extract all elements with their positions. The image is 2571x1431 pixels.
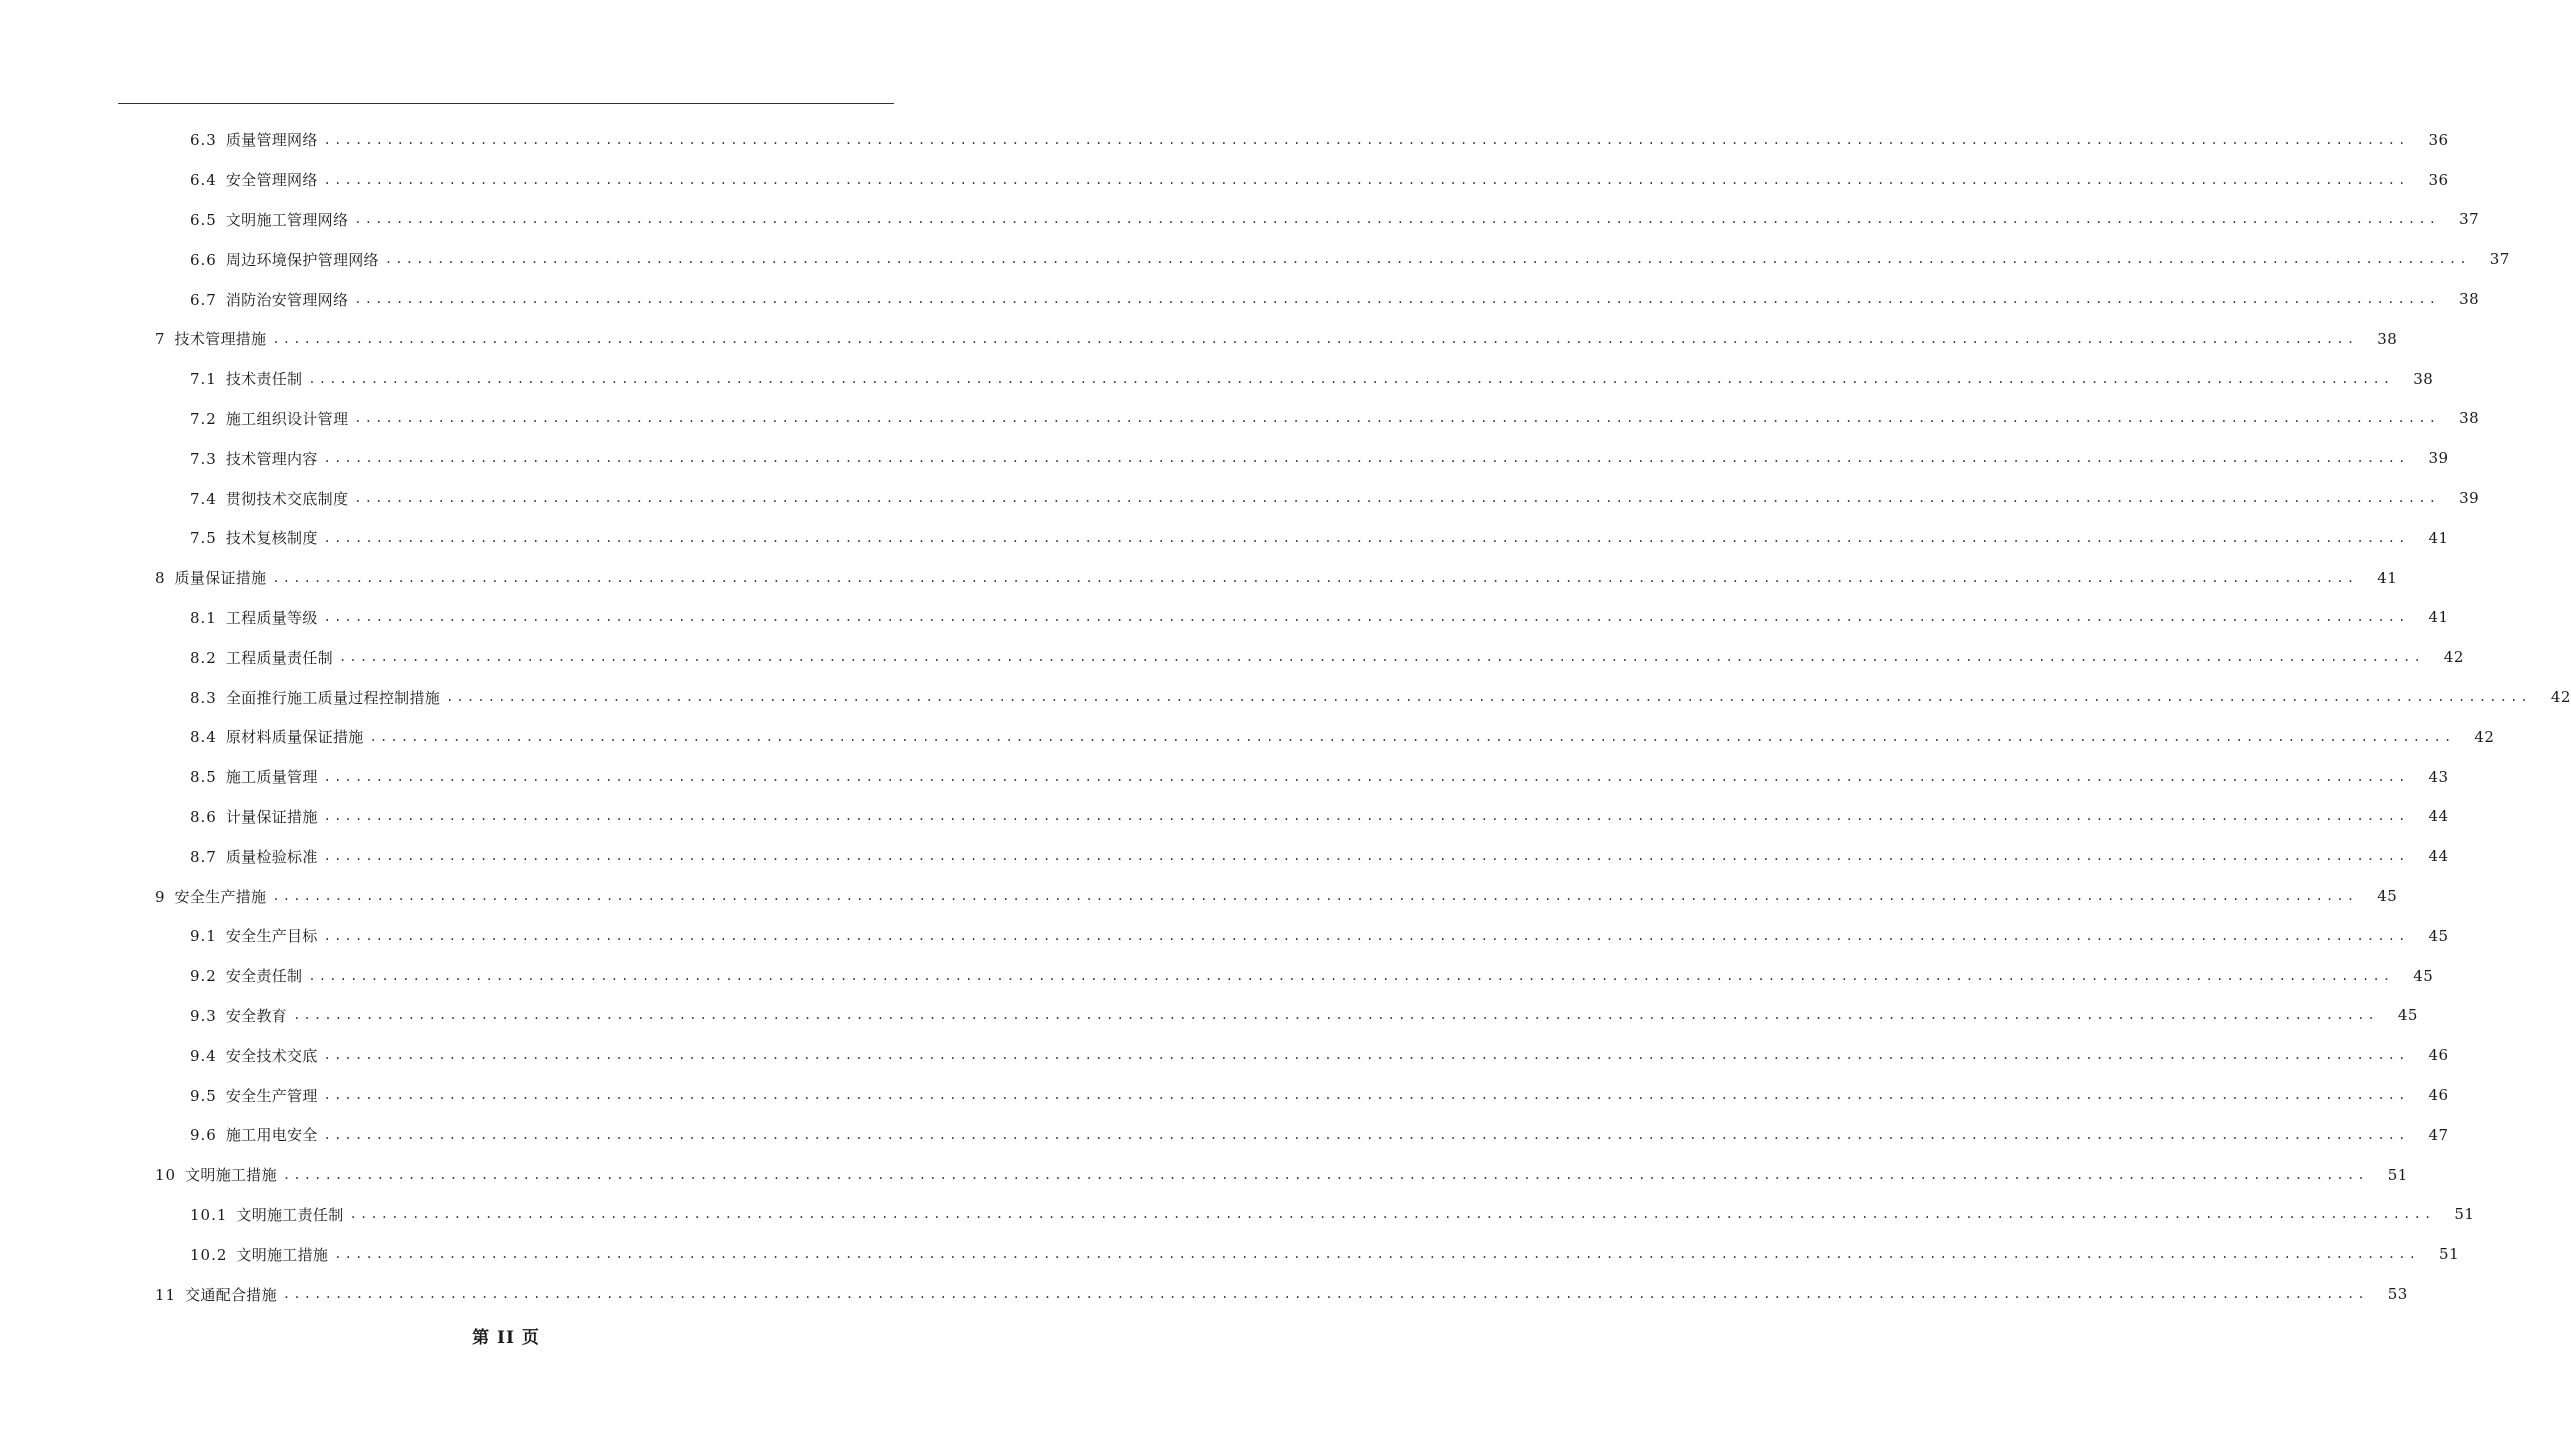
toc-dot-leader: ........................................................................................................................................................................................................ <box>354 212 2440 227</box>
toc-entry-title: 安全生产措施 <box>174 887 267 906</box>
toc-entry-number: 8 <box>155 569 166 588</box>
toc-dot-leader: ........................................................................................................................................................................................................ <box>334 1247 2420 1262</box>
toc-entry-number: 6.5 <box>190 210 217 229</box>
toc-entry-label <box>155 328 266 349</box>
toc-entry-title: 技术复核制度 <box>225 529 318 548</box>
toc-entry-title: 安全生产目标 <box>225 927 318 946</box>
toc-entry-page-number: 38 <box>2459 290 2480 309</box>
toc-entry-number: 6.3 <box>190 131 217 150</box>
toc-entry[interactable] <box>0 1155 2408 1195</box>
toc-entry[interactable] <box>0 478 2480 518</box>
toc-entry-label <box>190 1045 318 1066</box>
toc-entry[interactable] <box>0 359 2434 399</box>
toc-dot-leader: ........................................................................................................................................................................................................ <box>323 809 2409 824</box>
toc-dot-leader: ........................................................................................................................................................................................................ <box>323 451 2409 466</box>
toc-dot-leader: ........................................................................................................................................................................................................ <box>354 292 2440 307</box>
toc-entry-page-number: 39 <box>2428 449 2449 468</box>
toc-entry-title: 技术责任制 <box>225 370 303 389</box>
toc-entry-page-number: 42 <box>2443 648 2464 667</box>
toc-entry-title: 施工组织设计管理 <box>225 409 349 428</box>
toc-dot-leader: ........................................................................................................................................................................................................ <box>272 889 2358 904</box>
toc-entry-page-number: 38 <box>2377 329 2398 348</box>
toc-entry-label <box>190 925 318 946</box>
toc-entry-number: 7.2 <box>190 409 217 428</box>
toc-dot-leader: ........................................................................................................................................................................................................ <box>323 769 2409 784</box>
toc-entry-title: 质量保证措施 <box>174 569 267 588</box>
toc-entry[interactable] <box>0 438 2449 478</box>
toc-entry-page-number: 51 <box>2387 1165 2408 1184</box>
toc-entry[interactable] <box>0 757 2449 797</box>
toc-entry[interactable] <box>0 160 2449 200</box>
toc-entry-page-number: 36 <box>2428 130 2449 149</box>
toc-entry-number: 9.1 <box>190 927 217 946</box>
toc-entry-label <box>190 448 318 469</box>
toc-entry-number: 8.7 <box>190 847 217 866</box>
toc-entry-number: 8.3 <box>190 688 217 707</box>
toc-entry-page-number: 46 <box>2428 1046 2449 1065</box>
toc-entry-label <box>190 766 318 787</box>
toc-entry[interactable] <box>0 200 2480 240</box>
toc-entry-number: 7.5 <box>190 529 217 548</box>
toc-dot-leader: ........................................................................................................................................................................................................ <box>272 570 2358 585</box>
toc-entry-title: 全面推行施工质量过程控制措施 <box>225 688 441 707</box>
toc-entry-title: 工程质量等级 <box>225 608 318 627</box>
table-of-contents <box>0 120 2571 1314</box>
toc-entry-title: 技术管理内容 <box>225 449 318 468</box>
toc-entry-number: 7.3 <box>190 449 217 468</box>
toc-entry-label <box>190 527 318 548</box>
toc-entry-label <box>190 289 348 310</box>
toc-dot-leader: ........................................................................................................................................................................................................ <box>384 252 2470 267</box>
toc-entry-title: 文明施工管理网络 <box>225 210 349 229</box>
toc-dot-leader: ........................................................................................................................................................................................................ <box>323 849 2409 864</box>
toc-entry-label <box>190 408 348 429</box>
toc-entry-page-number: 46 <box>2428 1086 2449 1105</box>
toc-entry-label <box>190 647 333 668</box>
toc-entry[interactable] <box>0 1075 2449 1115</box>
toc-entry-number: 11 <box>155 1285 177 1304</box>
toc-dot-leader: ........................................................................................................................................................................................................ <box>293 1008 2378 1023</box>
toc-entry-number: 8.1 <box>190 608 217 627</box>
toc-entry-number: 10 <box>155 1166 177 1185</box>
toc-entry-title: 文明施工责任制 <box>236 1205 344 1224</box>
toc-entry-label <box>190 846 318 867</box>
toc-entry[interactable] <box>0 399 2480 439</box>
toc-entry-number: 9.2 <box>190 967 217 986</box>
toc-entry[interactable] <box>0 836 2449 876</box>
toc-entry-label <box>190 607 318 628</box>
toc-entry-page-number: 47 <box>2428 1125 2449 1144</box>
toc-entry-page-number: 37 <box>2459 210 2480 229</box>
toc-entry-title: 安全管理网络 <box>225 171 318 190</box>
toc-entry-page-number: 36 <box>2428 170 2449 189</box>
toc-entry-number: 7 <box>155 330 166 349</box>
toc-entry[interactable] <box>0 319 2398 359</box>
toc-entry[interactable] <box>0 677 2571 717</box>
toc-entry-title: 工程质量责任制 <box>225 648 333 667</box>
toc-entry-number: 6.6 <box>190 250 217 269</box>
toc-entry-label <box>190 1085 318 1106</box>
toc-entry-label <box>190 1124 318 1145</box>
toc-entry-page-number: 41 <box>2428 608 2449 627</box>
toc-entry-title: 技术管理措施 <box>174 330 267 349</box>
toc-dot-leader: ........................................................................................................................................................................................................ <box>272 331 2358 346</box>
toc-entry-title: 安全责任制 <box>225 967 303 986</box>
toc-entry[interactable] <box>0 876 2398 916</box>
toc-entry-label <box>190 249 379 270</box>
toc-entry-number: 9.5 <box>190 1086 217 1105</box>
page-footer: 第 II 页 <box>472 1328 540 1348</box>
toc-entry-label <box>190 726 364 747</box>
toc-dot-leader: ........................................................................................................................................................................................................ <box>323 530 2409 545</box>
toc-entry-title: 施工用电安全 <box>225 1126 318 1145</box>
toc-entry-page-number: 45 <box>2397 1006 2418 1025</box>
toc-entry-number: 10.1 <box>190 1205 228 1224</box>
toc-dot-leader: ........................................................................................................................................................................................................ <box>338 650 2424 665</box>
toc-dot-leader: ........................................................................................................................................................................................................ <box>323 132 2409 147</box>
toc-entry[interactable] <box>0 1115 2449 1155</box>
toc-entry-page-number: 38 <box>2459 409 2480 428</box>
toc-entry[interactable] <box>0 1195 2475 1235</box>
toc-entry-label <box>155 1164 277 1185</box>
toc-entry-title: 文明施工措施 <box>236 1245 329 1264</box>
toc-entry-title: 计量保证措施 <box>225 807 318 826</box>
toc-entry-page-number: 43 <box>2428 767 2449 786</box>
toc-entry-number: 9.4 <box>190 1046 217 1065</box>
toc-entry-label <box>155 567 266 588</box>
toc-entry-page-number: 45 <box>2428 926 2449 945</box>
toc-entry-page-number: 42 <box>2474 727 2495 746</box>
toc-entry-title: 消防治安管理网络 <box>225 290 349 309</box>
toc-entry-title: 质量管理网络 <box>225 131 318 150</box>
toc-entry-number: 7.1 <box>190 370 217 389</box>
toc-entry-title: 安全教育 <box>225 1006 288 1025</box>
toc-entry[interactable] <box>0 120 2449 160</box>
toc-entry-title: 贯彻技术交底制度 <box>225 489 349 508</box>
toc-dot-leader: ........................................................................................................................................................................................................ <box>446 690 2531 705</box>
toc-entry[interactable] <box>0 1035 2449 1075</box>
toc-dot-leader: ........................................................................................................................................................................................................ <box>354 411 2440 426</box>
toc-dot-leader: ........................................................................................................................................................................................................ <box>282 1167 2368 1182</box>
toc-entry-title: 周边环境保护管理网络 <box>225 250 379 269</box>
toc-entry[interactable] <box>0 996 2418 1036</box>
toc-entry-label <box>190 1244 328 1265</box>
toc-entry-number: 6.4 <box>190 171 217 190</box>
toc-entry[interactable] <box>0 1274 2408 1314</box>
toc-dot-leader: ........................................................................................................................................................................................................ <box>323 1048 2409 1063</box>
toc-dot-leader: ........................................................................................................................................................................................................ <box>308 968 2394 983</box>
toc-entry-number: 9.6 <box>190 1126 217 1145</box>
toc-entry-label <box>155 886 266 907</box>
toc-entry-title: 施工质量管理 <box>225 768 318 787</box>
toc-entry-title: 安全技术交底 <box>225 1046 318 1065</box>
toc-entry-label <box>190 806 318 827</box>
toc-entry[interactable] <box>0 279 2480 319</box>
toc-entry-page-number: 45 <box>2377 887 2398 906</box>
toc-dot-leader: ........................................................................................................................................................................................................ <box>323 1088 2409 1103</box>
toc-entry-label <box>190 209 348 230</box>
toc-entry-page-number: 53 <box>2387 1285 2408 1303</box>
toc-dot-leader: ........................................................................................................................................................................................................ <box>323 172 2409 187</box>
toc-entry-label <box>190 1005 287 1026</box>
toc-entry[interactable] <box>0 1234 2460 1274</box>
toc-entry[interactable] <box>0 916 2449 956</box>
toc-entry-number: 10.2 <box>190 1245 228 1264</box>
toc-entry-page-number: 41 <box>2377 568 2398 587</box>
toc-entry-page-number: 41 <box>2428 528 2449 547</box>
toc-entry-title: 质量检验标准 <box>225 847 318 866</box>
toc-entry-number: 6.7 <box>190 290 217 309</box>
toc-entry[interactable] <box>0 956 2434 996</box>
toc-entry-label <box>190 488 348 509</box>
toc-entry-label <box>190 965 302 986</box>
toc-entry-label <box>190 129 318 150</box>
toc-dot-leader: ........................................................................................................................................................................................................ <box>282 1287 2368 1301</box>
toc-entry[interactable] <box>0 797 2449 837</box>
toc-entry-page-number: 51 <box>2439 1245 2460 1264</box>
toc-entry-number: 9.3 <box>190 1006 217 1025</box>
toc-entry[interactable] <box>0 717 2495 757</box>
toc-entry-number: 8.4 <box>190 728 217 747</box>
toc-dot-leader: ........................................................................................................................................................................................................ <box>323 928 2409 943</box>
toc-dot-leader: ........................................................................................................................................................................................................ <box>354 491 2440 506</box>
toc-entry-label <box>190 169 318 190</box>
toc-dot-leader: ........................................................................................................................................................................................................ <box>323 1127 2409 1142</box>
toc-entry-number: 8.5 <box>190 768 217 787</box>
toc-entry-number: 9 <box>155 887 166 906</box>
toc-entry[interactable] <box>0 239 2510 279</box>
toc-entry-page-number: 44 <box>2428 807 2449 826</box>
toc-entry-title: 安全生产管理 <box>225 1086 318 1105</box>
toc-entry-page-number: 38 <box>2413 369 2434 388</box>
toc-entry-page-number: 39 <box>2459 489 2480 508</box>
toc-dot-leader: ........................................................................................................................................................................................................ <box>369 729 2455 744</box>
toc-entry[interactable] <box>0 518 2449 558</box>
toc-entry-page-number: 37 <box>2489 250 2510 269</box>
toc-entry-label <box>190 687 440 708</box>
toc-entry-label <box>190 1204 344 1225</box>
toc-entry[interactable] <box>0 558 2398 598</box>
toc-entry-page-number: 45 <box>2413 966 2434 985</box>
toc-entry[interactable] <box>0 598 2449 638</box>
toc-entry-number: 8.6 <box>190 807 217 826</box>
toc-entry-title: 文明施工措施 <box>185 1166 277 1185</box>
toc-entry-page-number: 44 <box>2428 847 2449 866</box>
toc-dot-leader: ........................................................................................................................................................................................................ <box>323 610 2409 625</box>
toc-entry-number: 8.2 <box>190 648 217 667</box>
toc-dot-leader: ........................................................................................................................................................................................................ <box>308 371 2394 386</box>
toc-entry-number: 7.4 <box>190 489 217 508</box>
toc-entry-page-number: 51 <box>2454 1205 2475 1224</box>
toc-entry-label <box>190 368 302 389</box>
toc-dot-leader: ........................................................................................................................................................................................................ <box>349 1207 2435 1222</box>
toc-entry-label <box>155 1284 277 1305</box>
toc-entry-page-number: 42 <box>2550 688 2571 707</box>
toc-entry[interactable] <box>0 637 2464 677</box>
toc-entry-title: 交通配合措施 <box>185 1285 277 1304</box>
header-divider <box>118 103 894 104</box>
toc-entry-title: 原材料质量保证措施 <box>225 728 364 747</box>
